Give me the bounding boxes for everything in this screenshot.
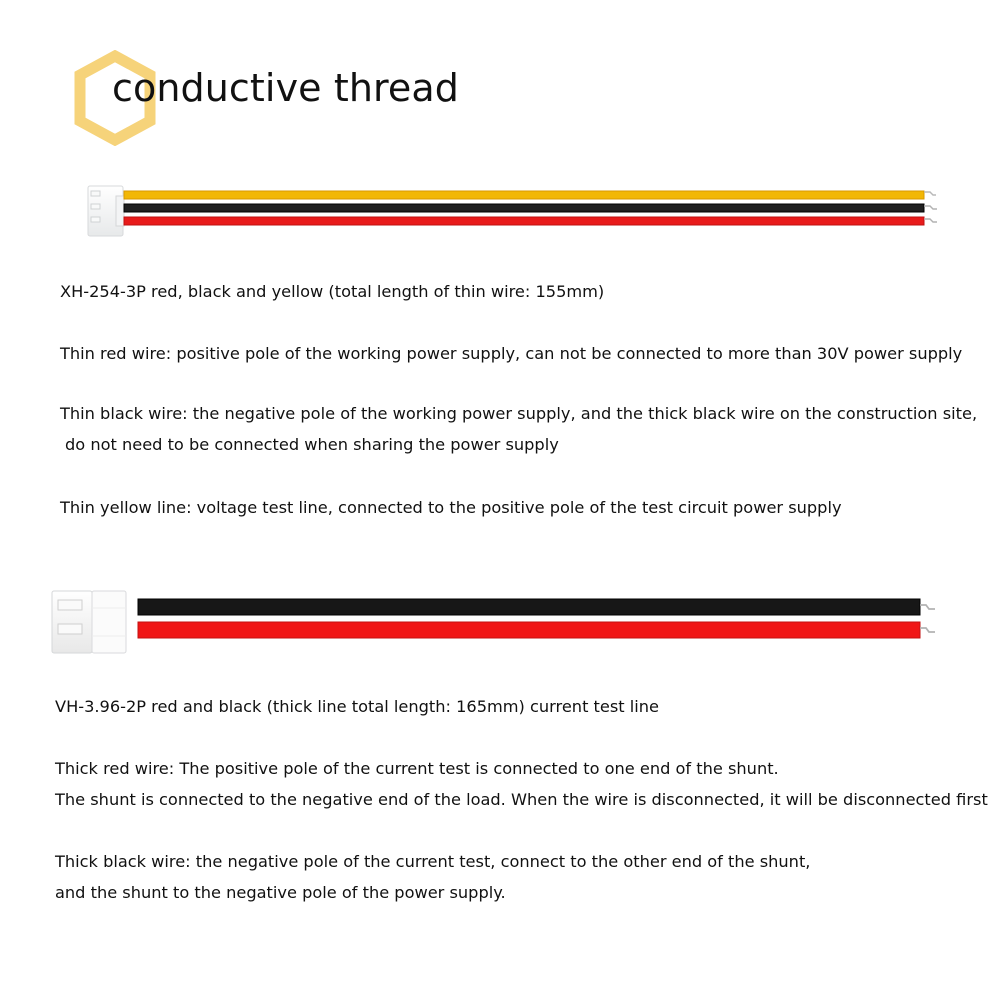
thin-yellow-wire-description: Thin yellow line: voltage test line, connected to the positive pole of the test circuit power supply <box>60 498 842 517</box>
page-title: conductive thread <box>112 66 459 110</box>
thick-black-wire <box>138 599 935 615</box>
xh-254-3p-cable-illustration <box>80 178 950 240</box>
thick-red-wire-description-line-2: The shunt is connected to the negative end of the load. When the wire is disconnected, it will be disconnected first <box>55 790 988 809</box>
xh-connector-plug <box>88 186 124 236</box>
vh-3-96-2p-cable-illustration <box>48 582 953 662</box>
thin-yellow-wire <box>124 191 936 199</box>
thin-black-wire <box>124 204 937 212</box>
thin-black-wire-description-line-1: Thin black wire: the negative pole of the working power supply, and the thick black wire on the construction site, <box>60 404 978 423</box>
vh-connector-plug <box>52 591 126 653</box>
thin-black-wire-description <box>60 398 990 460</box>
header <box>70 50 490 150</box>
thick-red-wire-description-line-1: Thick red wire: The positive pole of the current test is connected to one end of the shunt. <box>55 759 779 778</box>
thick-black-wire-description-line-1: Thick black wire: the negative pole of the current test, connect to the other end of the shunt, <box>55 852 811 871</box>
thick-black-wire-description <box>55 846 985 908</box>
thin-red-wire <box>124 217 937 225</box>
thin-black-wire-description-line-2: do not need to be connected when sharing the power supply <box>65 435 559 454</box>
xh-connector-title: XH-254-3P red, black and yellow (total length of thin wire: 155mm) <box>60 282 605 301</box>
thick-red-wire <box>138 622 935 638</box>
thin-red-wire-description: Thin red wire: positive pole of the working power supply, can not be connected to more than 30V power supply <box>60 344 963 363</box>
vh-connector-title: VH-3.96-2P red and black (thick line total length: 165mm) current test line <box>55 697 660 716</box>
thick-black-wire-description-line-2: and the shunt to the negative pole of the power supply. <box>55 883 506 902</box>
thick-red-wire-description <box>55 753 988 815</box>
